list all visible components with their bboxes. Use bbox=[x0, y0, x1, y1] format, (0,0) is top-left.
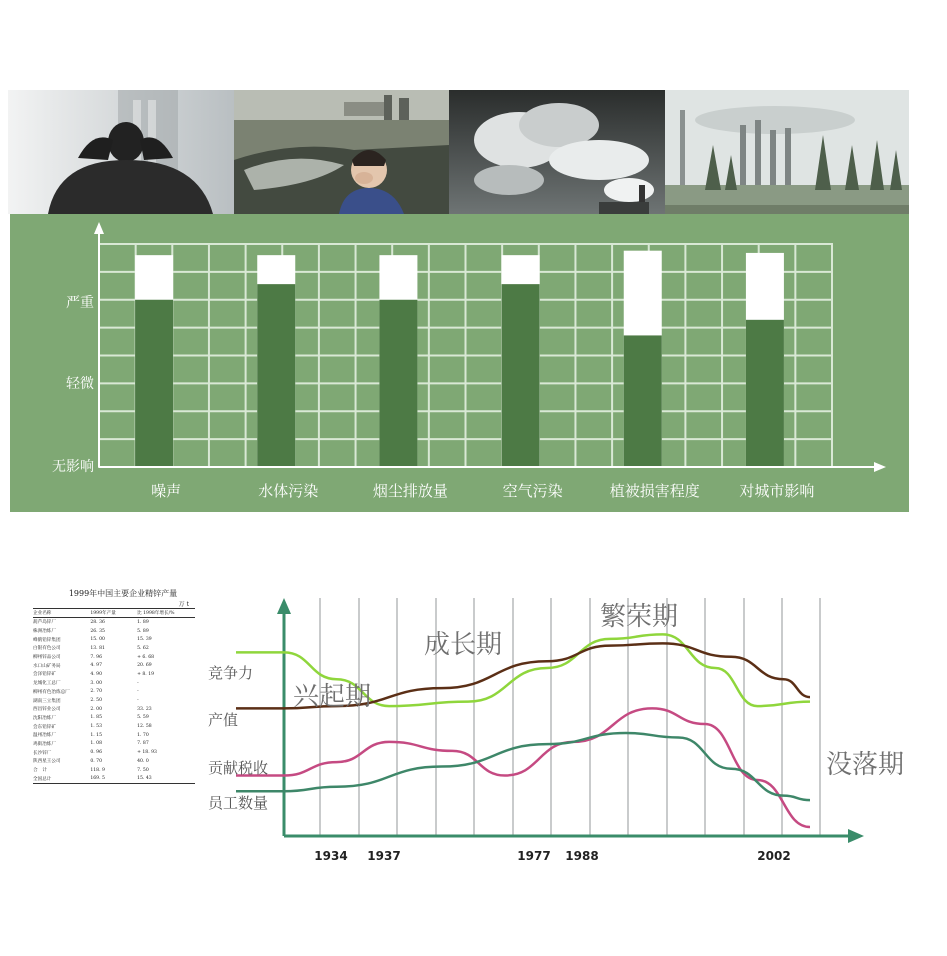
table-cell: 1. 15 bbox=[90, 732, 103, 738]
table-header: 比 1998年增长/% bbox=[129, 609, 195, 618]
table-cell: 15. 39 bbox=[137, 637, 152, 643]
table-cell: + 8. 19 bbox=[137, 671, 155, 677]
bar-value bbox=[624, 335, 662, 467]
table-cell: 2. 70 bbox=[90, 689, 103, 695]
child-polluted-river-photo bbox=[234, 90, 449, 214]
table-cell: 会泽铅锌矿 bbox=[33, 672, 56, 678]
table-cell: 1. 89 bbox=[137, 619, 149, 625]
table-cell: 1. 85 bbox=[90, 715, 103, 721]
pollution-impact-bar-chart bbox=[10, 214, 909, 512]
table-cell: + 6. 68 bbox=[137, 654, 155, 660]
table-cell: 温州冶炼厂 bbox=[33, 733, 56, 739]
table-cell: 湖南三立集团 bbox=[33, 698, 61, 704]
table-cell: 峰鹤铅锌集团 bbox=[33, 637, 61, 643]
table-row bbox=[33, 740, 195, 749]
table-cell: 沈阳冶炼厂 bbox=[33, 715, 56, 721]
table-header: 企业名称 bbox=[33, 609, 86, 618]
table-cell: 28. 36 bbox=[90, 619, 105, 625]
y-axis-arrow bbox=[277, 598, 291, 614]
table-cell: 株洲冶炼厂 bbox=[33, 629, 56, 635]
series-label: 贡献税收 bbox=[208, 759, 269, 777]
table-row bbox=[33, 757, 195, 766]
table-cell: 全国总计 bbox=[33, 774, 86, 783]
photo-strip bbox=[8, 90, 909, 214]
y-level-label: 轻微 bbox=[66, 376, 94, 392]
table-title: 1999年中国主要企业精锌产量 bbox=[68, 589, 178, 598]
bar-value bbox=[502, 284, 540, 467]
table-cell: 葫芦岛锌厂 bbox=[33, 620, 56, 626]
table-row bbox=[33, 644, 195, 653]
table-cell: 13. 81 bbox=[90, 645, 105, 651]
zinc-output-table bbox=[33, 588, 195, 784]
chart-grid bbox=[99, 244, 832, 467]
table-cell: 会东铅锌矿 bbox=[33, 724, 56, 730]
table-cell: 5. 89 bbox=[137, 628, 149, 634]
table-cell: 水口山矿务局 bbox=[33, 663, 61, 669]
table-cell: 长沙锌厂 bbox=[33, 750, 52, 756]
table-cell: 15. 43 bbox=[129, 774, 195, 783]
table-cell: 20. 69 bbox=[137, 663, 152, 669]
table-cell: 4. 97 bbox=[90, 663, 103, 669]
series-line bbox=[236, 733, 810, 800]
table-header: 1999年产量 bbox=[86, 609, 129, 618]
series-label: 竞争力 bbox=[208, 664, 254, 682]
table-cell: 西昌锌业公司 bbox=[33, 707, 61, 713]
y-level-label: 严重 bbox=[66, 295, 94, 311]
x-tick-label: 1977 bbox=[517, 849, 551, 863]
x-tick-label: 1937 bbox=[367, 849, 401, 863]
table-row bbox=[33, 635, 195, 644]
stressed-man-photo bbox=[8, 90, 234, 214]
table-row bbox=[33, 627, 195, 636]
x-tick-label: 植被损害程度 bbox=[609, 482, 700, 500]
bar-value bbox=[379, 300, 417, 467]
period-gridlines bbox=[320, 598, 820, 836]
table-unit: 万 t bbox=[178, 601, 189, 608]
bar-marks bbox=[135, 251, 784, 467]
x-tick-label: 空气污染 bbox=[502, 482, 563, 500]
table-row bbox=[33, 688, 195, 697]
bar-value bbox=[746, 320, 784, 467]
table-row bbox=[33, 696, 195, 705]
table-cell: 2. 00 bbox=[90, 706, 103, 712]
table-cell: 5. 62 bbox=[137, 645, 149, 651]
x-tick-label: 水体污染 bbox=[258, 482, 319, 500]
x-tick-label: 噪声 bbox=[151, 482, 182, 500]
table-cell: 1. 08 bbox=[90, 741, 103, 747]
table-row bbox=[33, 618, 195, 627]
table-cell: 7. 50 bbox=[137, 767, 149, 773]
table-row bbox=[33, 766, 195, 775]
table-row bbox=[33, 670, 195, 679]
series-line bbox=[236, 634, 810, 706]
factory-chimneys-photo bbox=[665, 90, 909, 214]
table-cell: - bbox=[137, 680, 139, 686]
table-row bbox=[33, 679, 195, 688]
table-row bbox=[33, 653, 195, 662]
table-cell: 白银有色公司 bbox=[33, 646, 61, 652]
x-tick-label: 1988 bbox=[565, 849, 599, 863]
table-cell: - bbox=[137, 698, 139, 704]
x-tick-label: 烟尘排放量 bbox=[372, 482, 448, 500]
table-cell: 33. 23 bbox=[137, 706, 152, 712]
table-row bbox=[33, 774, 195, 783]
table-cell: 鸡街冶炼厂 bbox=[33, 741, 56, 747]
table-row bbox=[33, 714, 195, 723]
x-axis-arrow bbox=[848, 829, 864, 843]
series-label: 员工数量 bbox=[208, 794, 269, 812]
y-level-label: 无影响 bbox=[52, 459, 94, 475]
table-cell: 1. 53 bbox=[90, 724, 103, 730]
table-cell: 3. 00 bbox=[90, 680, 103, 686]
table-row bbox=[33, 731, 195, 740]
table-cell: 12. 58 bbox=[137, 724, 152, 730]
table-cell: 15. 00 bbox=[90, 637, 105, 643]
table-cell: 柳州锌品公司 bbox=[33, 655, 61, 661]
table-cell: 169. 5 bbox=[86, 774, 129, 783]
stage-label: 兴起期 bbox=[293, 682, 372, 712]
table-cell: 2. 50 bbox=[90, 698, 103, 704]
table-cell: 5. 59 bbox=[137, 715, 149, 721]
table-cell: + 18. 93 bbox=[137, 750, 157, 756]
table-cell: 0. 70 bbox=[90, 758, 103, 764]
table-row bbox=[33, 722, 195, 731]
table-cell: - bbox=[137, 689, 139, 695]
stage-label: 没落期 bbox=[826, 750, 905, 780]
table-cell: 陕西星王公司 bbox=[33, 759, 61, 765]
y-axis-arrow bbox=[94, 222, 104, 234]
stage-label: 成长期 bbox=[424, 630, 503, 660]
pollution-chart-panel bbox=[10, 214, 909, 512]
table-cell: 柳州有色冶炼总厂 bbox=[33, 689, 70, 695]
series-line bbox=[236, 708, 810, 827]
table-cell: 118. 9 bbox=[90, 767, 105, 773]
table-cell: 7. 87 bbox=[137, 741, 149, 747]
series-label: 产值 bbox=[208, 711, 239, 729]
x-tick-label: 对城市影响 bbox=[739, 482, 815, 500]
table-row bbox=[33, 661, 195, 670]
table-row bbox=[33, 705, 195, 714]
table-row bbox=[33, 748, 195, 757]
x-axis-arrow bbox=[874, 462, 886, 472]
table-cell: 合 计 bbox=[33, 768, 47, 774]
table-cell: 1. 70 bbox=[137, 732, 149, 738]
x-tick-label: 2002 bbox=[757, 849, 791, 863]
smoke-clouds-photo bbox=[449, 90, 665, 214]
table-cell: 龙城化工总厂 bbox=[33, 681, 61, 687]
x-tick-label: 1934 bbox=[314, 849, 348, 863]
bar-value bbox=[135, 300, 173, 467]
table-cell: 0. 96 bbox=[90, 750, 103, 756]
table-header-row bbox=[33, 609, 195, 618]
table-cell: 7. 96 bbox=[90, 654, 103, 660]
bar-value bbox=[257, 284, 295, 467]
table-cell: 40. 0 bbox=[137, 758, 149, 764]
table-cell: 26. 35 bbox=[90, 628, 105, 634]
table-cell: 4. 90 bbox=[90, 671, 103, 677]
series-line bbox=[236, 643, 810, 708]
stage-label: 繁荣期 bbox=[600, 602, 679, 632]
